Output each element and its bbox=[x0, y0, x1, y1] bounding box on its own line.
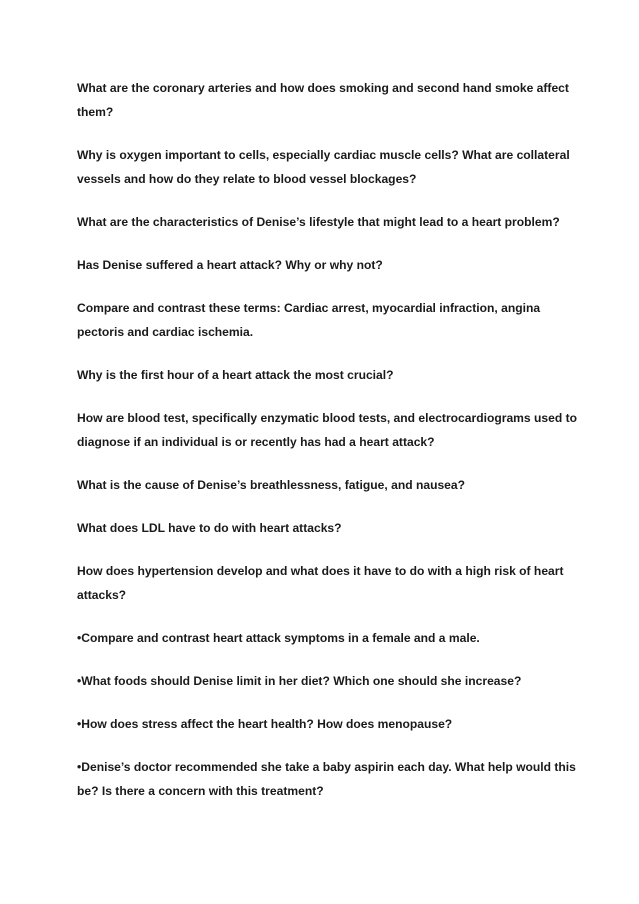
question-item: Why is the first hour of a heart attack the most crucial? bbox=[77, 368, 394, 382]
question-item: •What foods should Denise limit in her diet? Which one should she increase? bbox=[77, 674, 522, 688]
question-item: Why is oxygen important to cells, especially cardiac muscle cells? What are collateral vessels and how do they relate to blood vessel blockages? bbox=[77, 148, 570, 186]
question-item: How are blood test, specifically enzymatic blood tests, and electrocardiograms used to diagnose if an individual is or recently has had a heart attack? bbox=[77, 411, 578, 449]
question-item: Has Denise suffered a heart attack? Why or why not? bbox=[77, 258, 383, 272]
question-item: •Denise’s doctor recommended she take a baby aspirin each day. What help would this be? Is there a concern with this treatment? bbox=[77, 760, 576, 798]
question-item: •How does stress affect the heart health? How does menopause? bbox=[77, 717, 453, 731]
question-item: •Compare and contrast heart attack symptoms in a female and a male. bbox=[77, 631, 480, 645]
question-item: How does hypertension develop and what does it have to do with a high risk of heart attacks? bbox=[77, 564, 564, 602]
question-list bbox=[77, 76, 577, 822]
question-item: What are the coronary arteries and how does smoking and second hand smoke affect them? bbox=[77, 81, 569, 119]
question-item: What are the characteristics of Denise’s lifestyle that might lead to a heart problem? bbox=[77, 215, 560, 229]
question-item: Compare and contrast these terms: Cardiac arrest, myocardial infraction, angina pectoris and cardiac ischemia. bbox=[77, 301, 541, 339]
question-item: What is the cause of Denise’s breathlessness, fatigue, and nausea? bbox=[77, 478, 466, 492]
question-item: What does LDL have to do with heart attacks? bbox=[77, 521, 342, 535]
